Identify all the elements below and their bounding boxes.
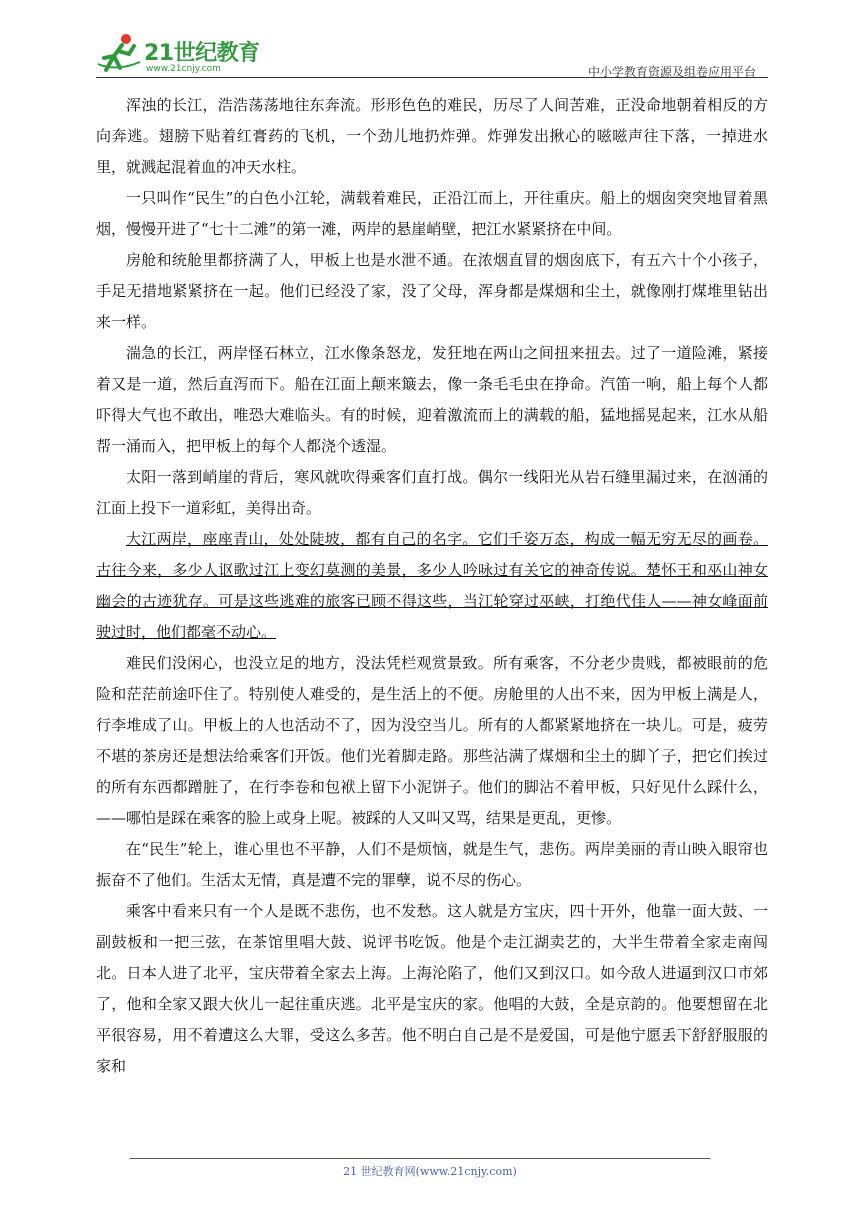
paragraph-7: 难民们没闲心，也没立足的地方，没法凭栏观赏景致。所有乘客，不分老少贵贱，都被眼前的危险和茫茫前途吓住了。特别使人难受的，是生活上的不便。房舱里的人出不来，因为甲板上满是人，行李堆成了山。甲板上的人也活动不了，因为没空当儿。所有的人都紧紧地挤在一块儿。可是，疲劳不堪的茶房还是想法给乘客们开饭。他们光着脚走路。那些沾满了煤烟和尘土的脚丫子，把它们挨过的所有东西都蹭脏了，在行李卷和包袱上留下小泥饼子。他们的脚沾不着甲板，只好见什么踩什么，——哪怕是踩在乘客的脸上或身上呢。被踩的人又叫又骂，结果是更乱，更惨。 [96, 654, 768, 827]
header-divider [96, 77, 768, 78]
page-footer: 21 世纪教育网(www.21cnjy.com) [343, 1165, 517, 1178]
paragraph-8: 在“民生”轮上，谁心里也不平静，人们不是烦恼，就是生气，悲伤。两岸美丽的青山映入眼帘也振奋不了他们。生活太无情，真是遭不完的罪孽，说不尽的伤心。 [96, 840, 768, 889]
footer-divider [130, 1158, 710, 1159]
article-body [96, 90, 768, 1082]
paragraph-2: 一只叫作“民生”的白色小江轮，满载着难民，正沿江而上，开往重庆。船上的烟囱突突地冒着黑烟，慢慢开进了“七十二滩”的第一滩，两岸的悬崖峭壁，把江水紧紧挤在中间。 [96, 189, 768, 238]
paragraph-6-underlined [96, 524, 768, 648]
paragraph-1: 浑浊的长江，浩浩荡荡地往东奔流。形形色色的难民，历尽了人间苦难，正没命地朝着相反的方向奔逃。翅膀下贴着红膏药的飞机，一个劲儿地扔炸弹。炸弹发出揪心的嗞嗞声往下落，一掉进水里，就溅起混着血的冲天水柱。 [96, 96, 768, 176]
platform-name: 中小学教育资源及组卷应用平台 [587, 65, 756, 79]
runner-logo-icon [96, 32, 146, 72]
paragraph-9: 乘客中看来只有一个人是既不悲伤，也不发愁。这人就是方宝庆，四十开外，他靠一面大鼓、一副鼓板和一把三弦，在茶馆里唱大鼓、说评书吃饭。他是个走江湖卖艺的，大半生带着全家走南闯北。日本人进了北平，宝庆带着全家去上海。上海沦陷了，他们又到汉口。如今敌人进逼到汉口市郊了，他和全家又跟大伙儿一起往重庆逃。北平是宝庆的家。他唱的大鼓，全是京韵的。他要想留在北平很容易，用不着遭这么大罪，受这么多苦。他不明白自己是不是爱国，可是他宁愿丢下舒舒服服的家和 [96, 902, 768, 1075]
logo-text: 21世纪教育 [144, 41, 260, 66]
paragraph-3: 房舱和统舱里都挤满了人，甲板上也是水泄不通。在浓烟直冒的烟囱底下，有五六十个小孩子，手足无措地紧紧挤在一起。他们已经没了家，没了父母，浑身都是煤烟和尘土，就像刚打煤堆里钻出来一样。 [96, 251, 768, 331]
logo [96, 30, 276, 76]
underlined-passage: 大江两岸，座座青山，处处陡坡，都有自己的名字。它们千姿万态，构成一幅无穷无尽的画卷。古往今来，多少人讴歌过江上变幻莫测的美景，多少人吟咏过有关它的神奇传说。楚怀王和巫山神女幽会的古迹犹存。可是这些逃难的旅客已顾不得这些，当江轮穿过巫峡，打绝代佳人——神女峰面前驶过时，他们都毫不动心。 [96, 530, 768, 641]
logo-url: www.21cnjy.com [146, 64, 221, 74]
page-header [96, 30, 766, 80]
paragraph-5: 太阳一落到峭崖的背后，寒风就吹得乘客们直打战。偶尔一线阳光从岩石缝里漏过来，在汹涌的江面上投下一道彩虹，美得出奇。 [96, 468, 768, 517]
paragraph-4: 湍急的长江，两岸怪石林立，江水像条怒龙，发狂地在两山之间扭来扭去。过了一道险滩，紧接着又是一道，然后直泻而下。船在江面上颠来簸去，像一条毛毛虫在挣命。汽笛一响，船上每个人都吓得大气也不敢出，唯恐大难临头。有的时候，迎着激流而上的满载的船，猛地摇晃起来，江水从船帮一涌而入，把甲板上的每个人都浇个透湿。 [96, 344, 768, 455]
